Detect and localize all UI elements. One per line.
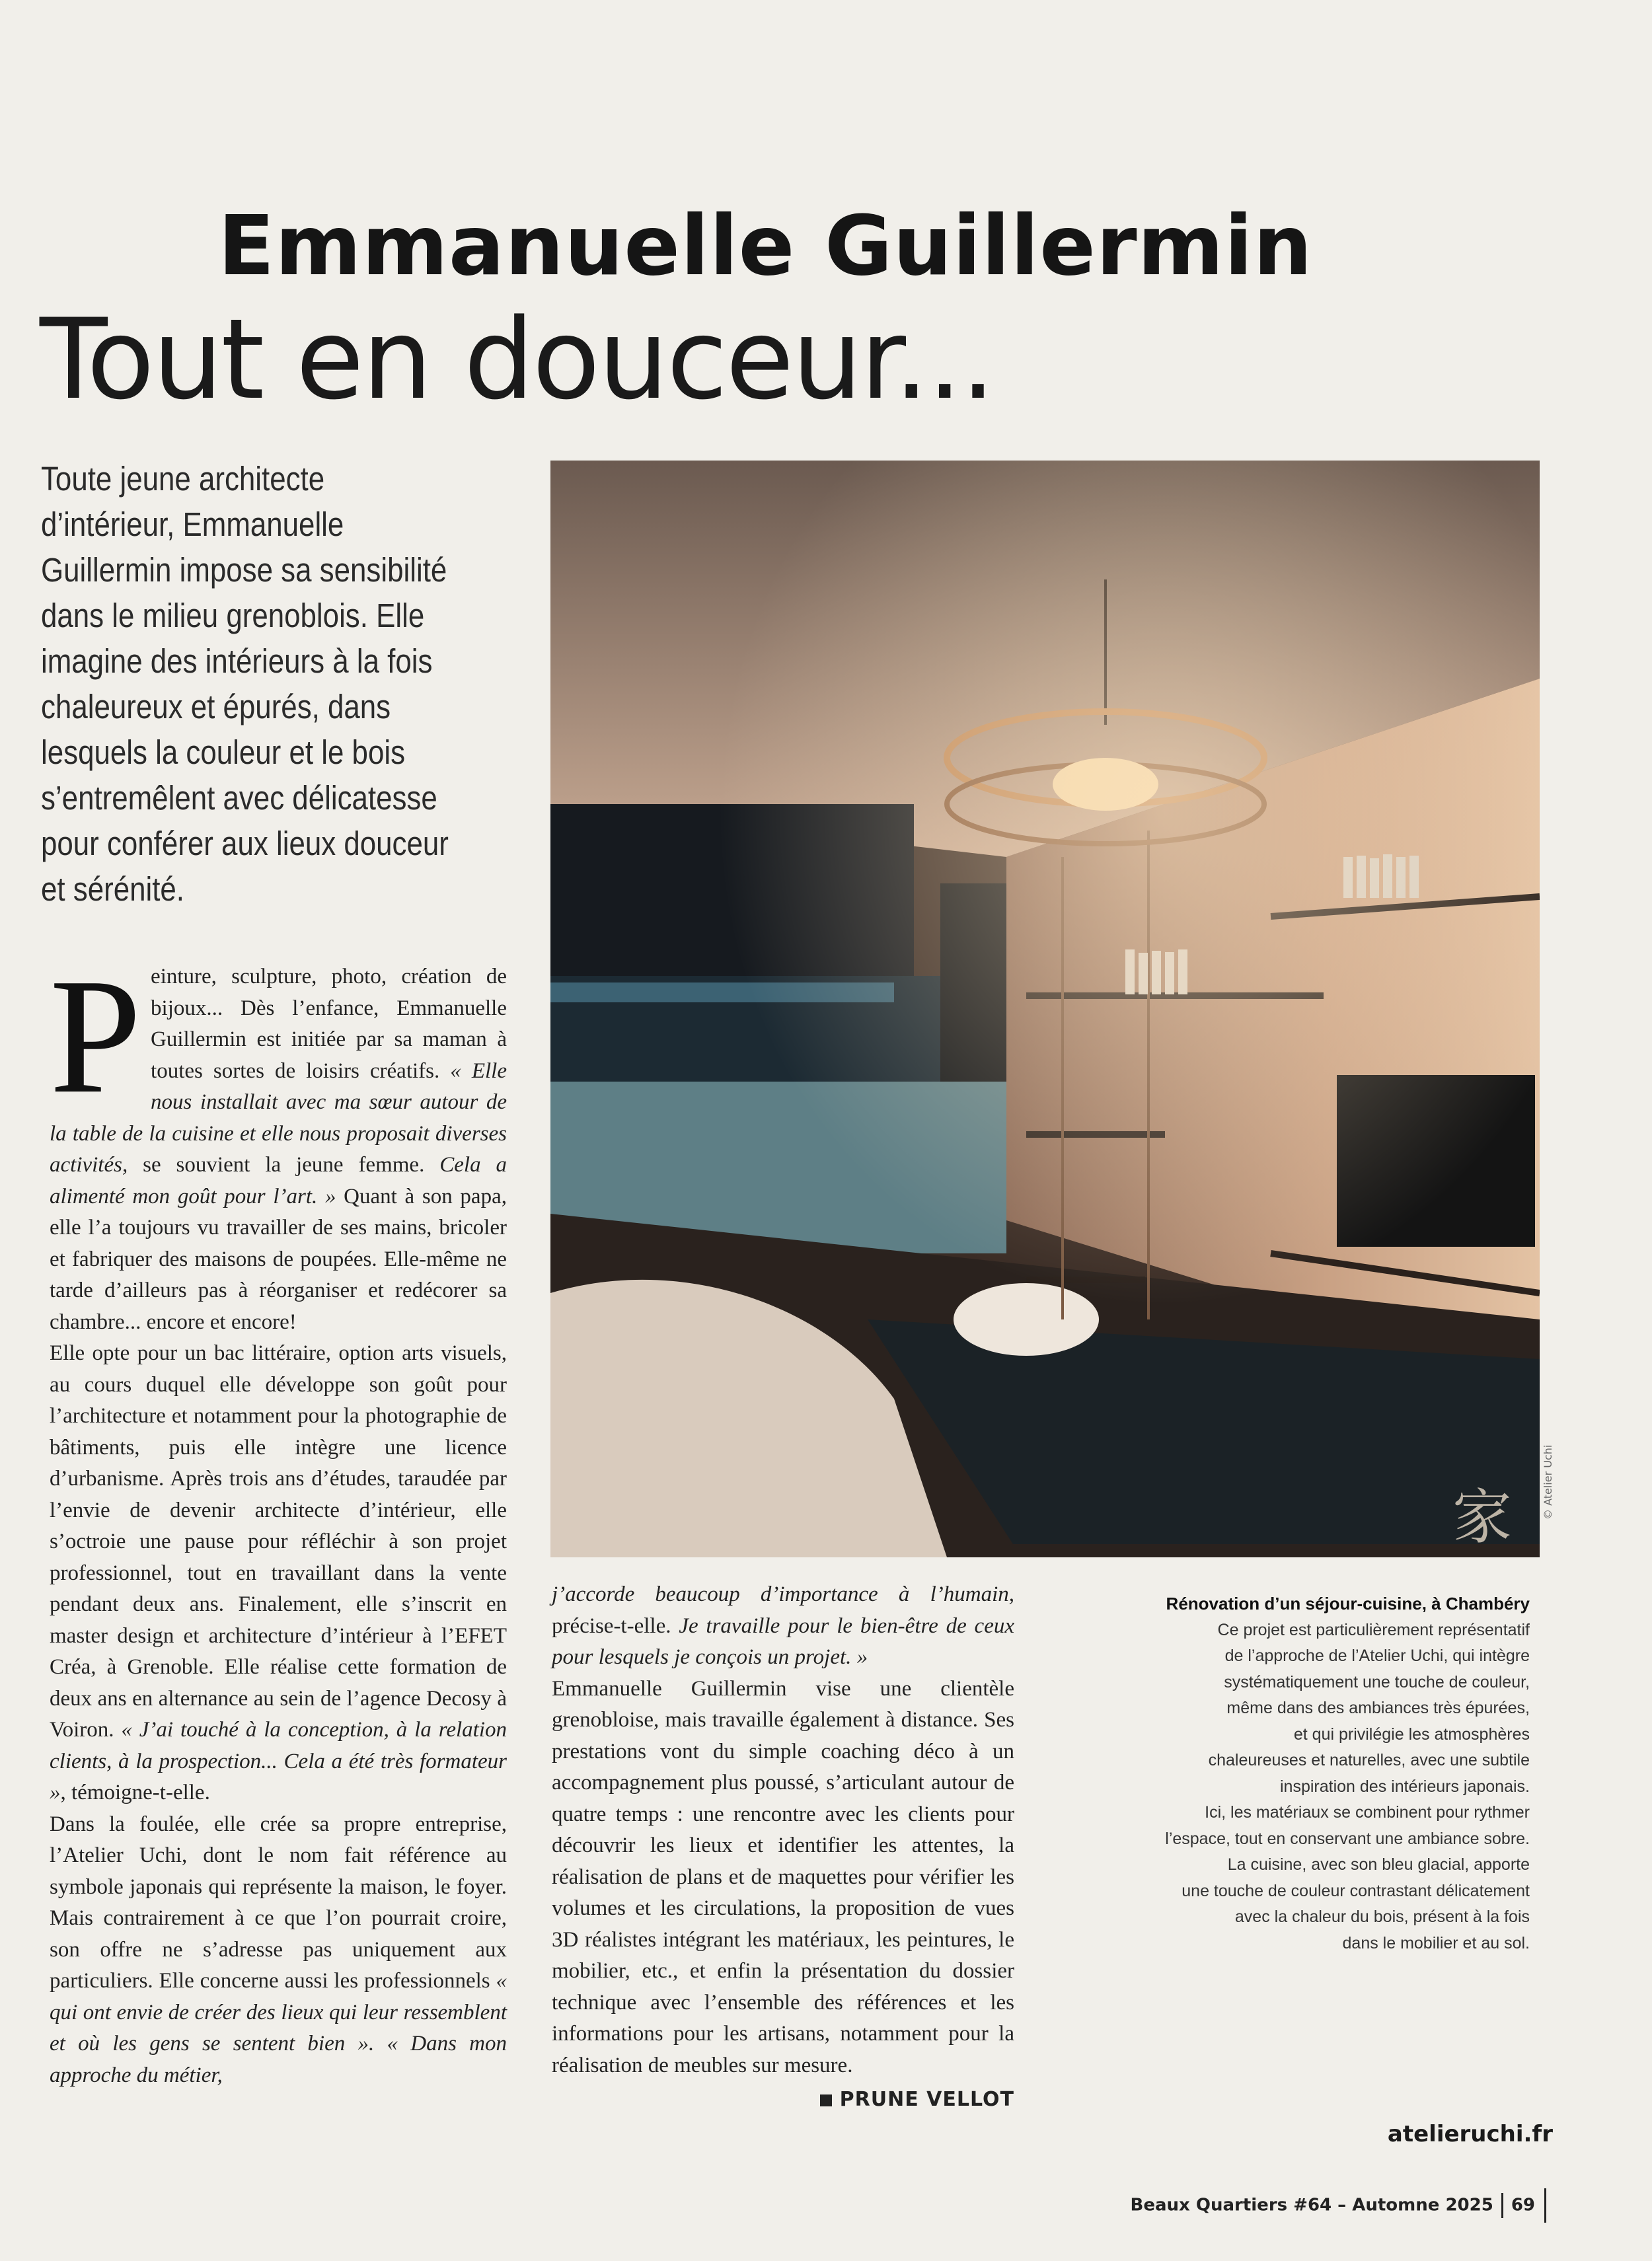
paragraph-5 [552,1674,1014,2111]
drop-cap: P [50,945,142,1128]
text-run: , témoigne-t-elle. [60,1781,210,1804]
caption-line: La cuisine, avec son bleu glacial, apporte [1227,1855,1530,1874]
quote-run: Je travaille pour le bien-être de ceux pour lesquels je conçois un projet. » [552,1613,1014,1669]
caption-line: de l’approche de l’Atelier Uchi, qui intègre [1224,1647,1530,1665]
kanji-logo: 家 [1452,1483,1512,1552]
square-bullet-icon [820,2094,832,2106]
text-run: se souvient la jeune femme. [128,1153,440,1177]
paragraph-2 [50,1338,507,1809]
website-link[interactable]: atelieruchi.fr [1387,2121,1553,2147]
caption-title: Rénovation d’un séjour-cuisine, à Chambéry [1166,1594,1530,1613]
text-run: Elle opte pour un bac littéraire, option arts visuels, au cours duquel elle développe son goût pour l’architecture et notamment pour la photographie de bâtiments, puis elle intègre une licence d’urbanisme. Après trois ans d’études, taraudée par l’envie de devenir architecte d’intérieur, elle s’octroie une pause pour réfléchir à son projet professionnel, tout en travaillant dans la vente pendant deux ans. Finalement, elle s’inscrit en master design et architecture d’intérieur à l’EFET Créa, à Grenoble. Elle réalise cette formation de deux ans en alternance au sein de l’agence Decosy à Voiron. [50,1341,507,1742]
article-headline: Tout en douceur... [40,295,994,424]
paragraph-1 [50,945,507,1338]
caption-line: dans le mobilier et au sol. [1342,1933,1530,1952]
quote-run: « Elle nous installait avec ma sœur autour de la table de la cuisine et elle nous proposait diverses activités, [50,1058,507,1177]
divider [1501,2193,1503,2218]
caption-line: l’espace, tout en conservant une ambiance sobre. [1165,1829,1530,1848]
intro-text: Toute jeune architecte d’intérieur, Emmanuelle Guillermin impose sa sensibilité dans le milieu grenoblois. Elle imagine des intérieurs à la fois chaleureux et épurés, dans lesquels la couleur et le bois s’entremêlent avec délicatesse pour conférer aux lieux douceur et sérénité. [41,460,449,908]
quote-run: j’accorde beaucoup d’importance à l’humain, [552,1582,1014,1606]
interior-photo [550,461,1540,1557]
paragraph-4 [552,1579,1014,1674]
paragraph-3 [50,1809,507,2092]
caption-line: inspiration des intérieurs japonais. [1280,1777,1530,1796]
photo-caption [1094,1591,1530,1956]
article-column-2 [552,1579,1014,2116]
subject-name: Emmanuelle Guillermin [218,198,1313,294]
caption-line: systématiquement une touche de couleur, [1224,1672,1530,1691]
caption-line: chaleureuses et naturelles, avec une subtile [1208,1751,1530,1769]
quote-run: « J’ai touché à la conception, à la relation clients, à la prospection... Cela a été très formateur » [50,1718,507,1804]
text-run: Dans la foulée, elle crée sa propre entreprise, l’Atelier Uchi, dont le nom fait référence au symbole japonais qui représente la maison, le foyer. Mais contrairement à ce que l’on pourrait croire, son offre ne s’adresse pas uniquement aux particuliers. Elle concerne aussi les professionnels [50,1812,507,1993]
living-room-illustration [550,461,1540,1557]
caption-line: une touche de couleur contrastant délicatement [1182,1881,1530,1900]
text-run: précise-t-elle. [552,1613,679,1638]
quote-run: « qui ont envie de créer des lieux qui leur ressemblent et où les gens se sentent bien ». « Dans mon approche du métier, [50,1969,507,2087]
article-column-1 [50,945,507,2091]
photo-credit: © Atelier Uchi [1542,1444,1554,1520]
text-run: Emmanuelle Guillermin vise une clientèle grenobloise, mais travaille également à distance. Ses prestations vont du simple coaching déco à un accompagnement plus poussé, s’articulant autour de quatre temps : une rencontre avec les clients pour découvrir les lieux et identifier les attentes, la réalisation de plans et de maquettes pour vérifier les volumes et les circulations, la proposition de vues 3D réalistes intégrant les matériaux, les peintures, le mobilier, etc., et enfin la présentation du dossier technique avec l’ensemble des références et les informations pour les artisans, notamment pour la réalisation de meubles sur mesure. [552,1676,1014,2077]
author-name: PRUNE VELLOT [839,2088,1014,2111]
quote-run: Cela a alimenté mon goût pour l’art. » [50,1153,507,1208]
caption-line: Ici, les matériaux se combinent pour rythmer [1205,1803,1530,1822]
divider [1544,2188,1546,2223]
caption-line: Ce projet est particulièrement représentatif [1217,1620,1530,1639]
article-intro [41,456,450,912]
issue-label: Beaux Quartiers #64 – Automne 2025 [1130,2195,1493,2215]
page-footer [1131,2188,1546,2223]
page-number: 69 [1511,2195,1535,2215]
caption-line: même dans des ambiances très épurées, [1226,1699,1530,1717]
text-run: Quant à son papa, elle l’a toujours vu travailler de ses mains, bricoler et fabriquer des maisons de poupées. Elle-même ne tarde d’ailleurs pas à réorganiser et redécorer sa chambre... encore et encore! [50,1184,507,1334]
caption-line: avec la chaleur du bois, présent à la fois [1234,1908,1530,1926]
text-run: einture, sculpture, photo, création de bijoux... Dès l’enfance, Emmanuelle Guillermin est initiée par sa maman à toutes sortes de loisirs créatifs. [151,965,507,1083]
caption-line: et qui privilégie les atmosphères [1293,1724,1530,1744]
author-byline [820,2084,1014,2116]
